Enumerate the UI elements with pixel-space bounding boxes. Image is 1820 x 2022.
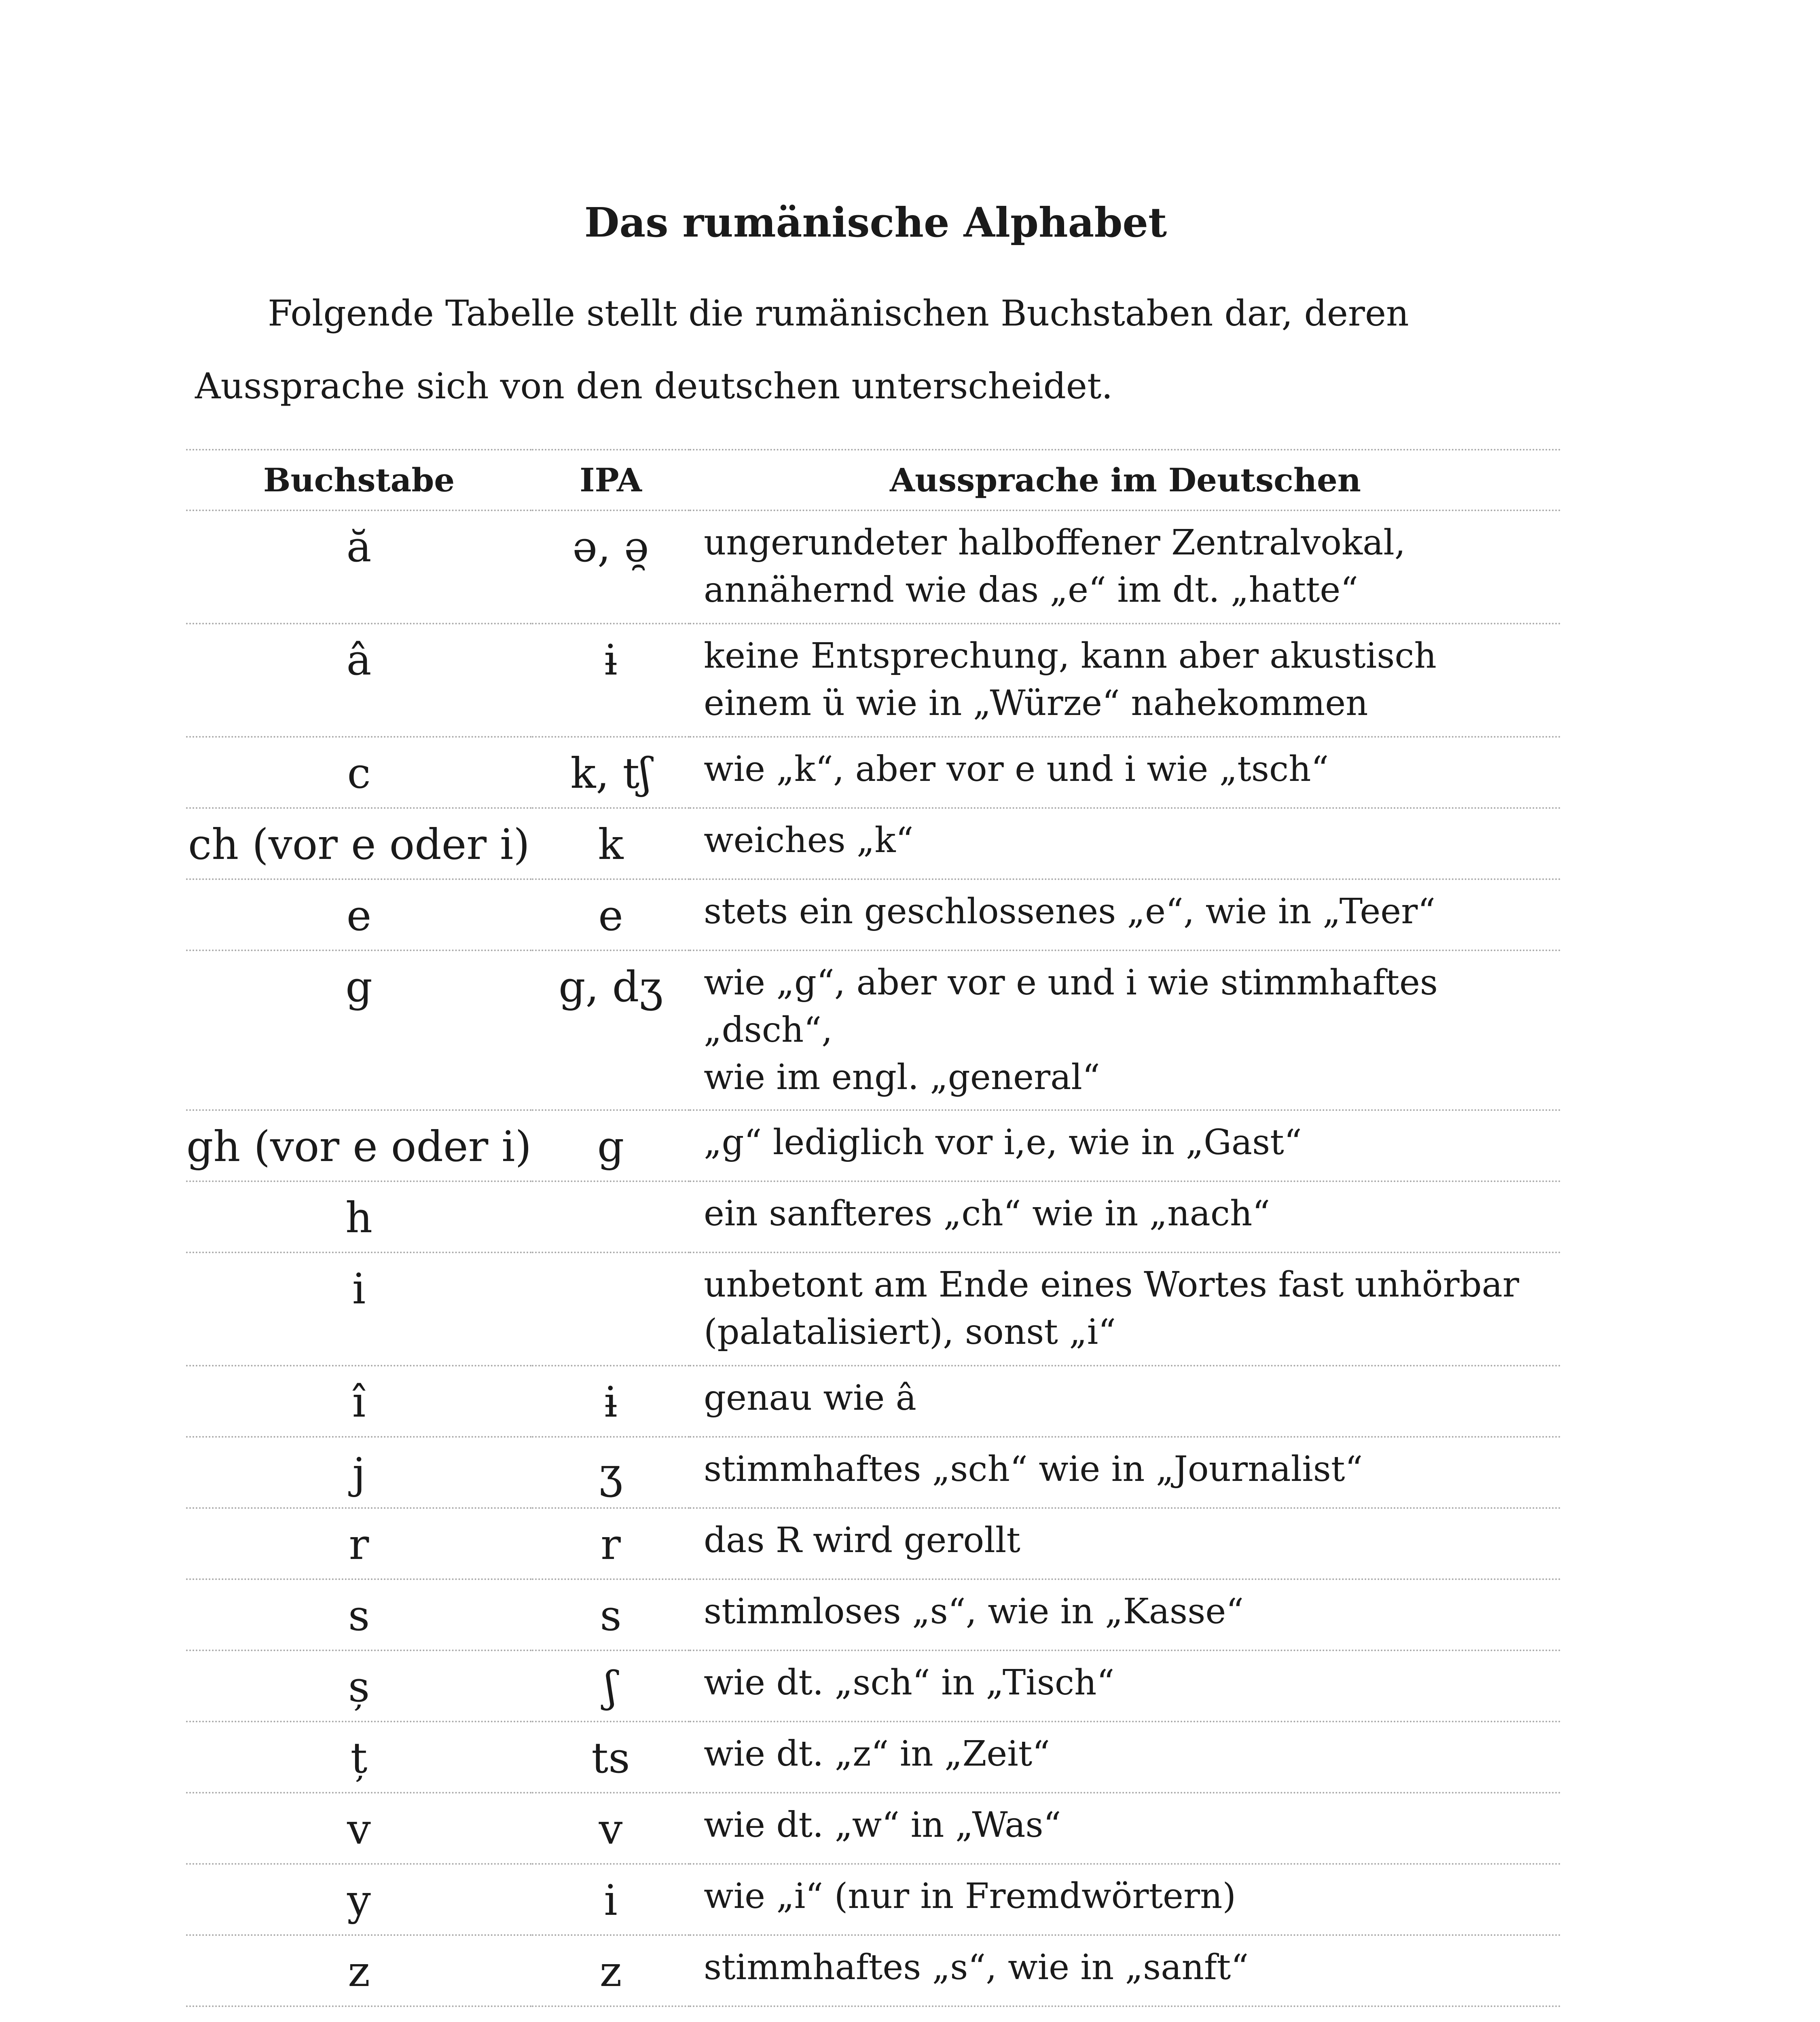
pronunciation-cell: wie dt. „w“ in „Was“ [690, 1793, 1561, 1864]
pronunciation-cell: stimmhaftes „sch“ wie in „Journalist“ [690, 1437, 1561, 1508]
pronunciation-cell: stimmloses „s“, wie in „Kasse“ [690, 1579, 1561, 1650]
table-row [186, 1181, 1561, 1252]
table-row [186, 1366, 1561, 1437]
pronunciation-cell: ein sanfteres „ch“ wie in „nach“ [690, 1181, 1561, 1252]
letter-cell: z [186, 1935, 532, 2006]
table-header-row [186, 450, 1561, 510]
table-row [186, 950, 1561, 1110]
letter-cell: h [186, 1181, 532, 1252]
ipa-cell: v [532, 1793, 690, 1864]
pronunciation-cell: „g“ lediglich vor i,e, wie in „Gast“ [690, 1110, 1561, 1181]
letter-cell: e [186, 879, 532, 950]
letter-cell: gh (vor e oder i) [186, 1110, 532, 1181]
pronunciation-cell: wie dt. „sch“ in „Tisch“ [690, 1650, 1561, 1722]
ipa-cell: e [532, 879, 690, 950]
ipa-cell: i [532, 1864, 690, 1935]
table-row [186, 1252, 1561, 1366]
ipa-cell: ts [532, 1722, 690, 1793]
pronunciation-cell: genau wie â [690, 1366, 1561, 1437]
ipa-cell: ə, ə̯ [532, 510, 690, 624]
pronunciation-cell: keine Entsprechung, kann aber akustisch einem ü wie in „Würze“ nahekommen [690, 624, 1561, 737]
pronunciation-cell: stimmhaftes „s“, wie in „sanft“ [690, 1935, 1561, 2006]
pronunciation-cell: stets ein geschlossenes „e“, wie in „Teer“ [690, 879, 1561, 950]
letter-cell: i [186, 1252, 532, 1366]
page-title: Das rumänische Alphabet [584, 199, 1167, 246]
pronunciation-cell: weiches „k“ [690, 808, 1561, 879]
pronunciation-cell: wie „i“ (nur in Fremdwörtern) [690, 1864, 1561, 1935]
letter-cell: v [186, 1793, 532, 1864]
pronunciation-cell: das R wird gerollt [690, 1508, 1561, 1579]
ipa-cell: g, dʒ [532, 950, 690, 1110]
table-row [186, 624, 1561, 737]
letter-cell: î [186, 1366, 532, 1437]
table-row [186, 1110, 1561, 1181]
letter-cell: r [186, 1508, 532, 1579]
pronunciation-cell: wie „k“, aber vor e und i wie „tsch“ [690, 737, 1561, 808]
letter-cell: j [186, 1437, 532, 1508]
table-row [186, 1508, 1561, 1579]
letter-cell: s [186, 1579, 532, 1650]
table-row [186, 1793, 1561, 1864]
pronunciation-cell: wie „g“, aber vor e und i wie stimmhaftes „dsch“, wie im engl. „general“ [690, 950, 1561, 1110]
intro-paragraph: Folgende Tabelle stellt die rumänischen Buchstaben dar, deren Aussprache sich von den deutschen unterscheidet. [195, 292, 1409, 407]
ipa-cell: ɨ [532, 1366, 690, 1437]
ipa-cell: ɨ [532, 624, 690, 737]
ipa-cell: g [532, 1110, 690, 1181]
pronunciation-cell: wie dt. „z“ in „Zeit“ [690, 1722, 1561, 1793]
ipa-cell: z [532, 1935, 690, 2006]
table-row [186, 1722, 1561, 1793]
letter-cell: y [186, 1864, 532, 1935]
header-pronunciation: Aussprache im Deutschen [690, 450, 1561, 510]
table-row [186, 1864, 1561, 1935]
ipa-cell: ʒ [532, 1437, 690, 1508]
table-row [186, 1935, 1561, 2006]
letter-cell: ă [186, 510, 532, 624]
table-row [186, 510, 1561, 624]
letter-cell: ș [186, 1650, 532, 1722]
ipa-cell: k [532, 808, 690, 879]
pronunciation-cell: ungerundeter halboffener Zentralvokal, annähernd wie das „e“ im dt. „hatte“ [690, 510, 1561, 624]
ipa-cell: ʃ [532, 1650, 690, 1722]
pronunciation-cell: unbetont am Ende eines Wortes fast unhörbar (palatalisiert), sonst „i“ [690, 1252, 1561, 1366]
table-row [186, 1437, 1561, 1508]
letter-cell: g [186, 950, 532, 1110]
header-letter: Buchstabe [186, 450, 532, 510]
table-row [186, 808, 1561, 879]
ipa-cell [532, 1252, 690, 1366]
ipa-cell: r [532, 1508, 690, 1579]
letter-cell: ț [186, 1722, 532, 1793]
header-ipa: IPA [532, 450, 690, 510]
alphabet-table [186, 449, 1561, 2007]
table-row [186, 879, 1561, 950]
ipa-cell: s [532, 1579, 690, 1650]
ipa-cell [532, 1181, 690, 1252]
table-row [186, 1579, 1561, 1650]
letter-cell: â [186, 624, 532, 737]
table-row [186, 1650, 1561, 1722]
table-row [186, 737, 1561, 808]
ipa-cell: k, tʃ [532, 737, 690, 808]
letter-cell: ch (vor e oder i) [186, 808, 532, 879]
letter-cell: c [186, 737, 532, 808]
